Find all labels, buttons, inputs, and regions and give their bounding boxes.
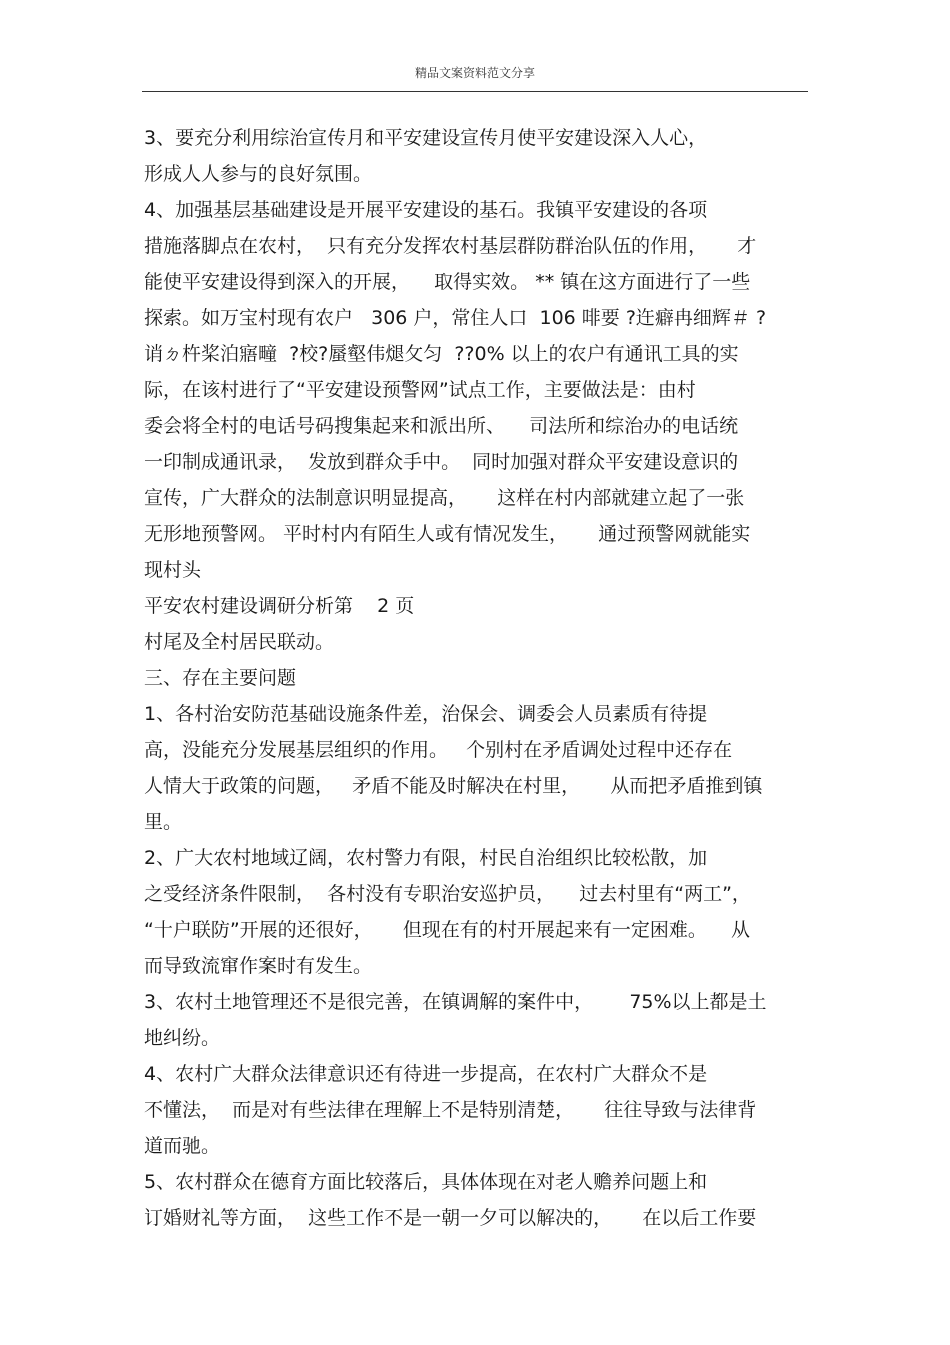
text-line: 村尾及全村居民联动。 bbox=[144, 631, 335, 653]
text-line: 订婚财礼等方面， 这些工作不是一朝一夕可以解决的， 在以后工作要 bbox=[144, 1207, 757, 1229]
text-line: 不懂法， 而是对有些法律在理解上不是特别清楚， 往往导致与法律背 bbox=[144, 1099, 757, 1121]
header-divider bbox=[142, 91, 808, 92]
text-line: 无形地预警网。 平时村内有陌生人或有情况发生， 通过预警网就能实 bbox=[144, 523, 751, 545]
text-line: “十户联防”开展的还很好， 但现在有的村开展起来有一定困难。 从 bbox=[144, 919, 751, 941]
text-line: 1、各村治安防范基础设施条件差，治保会、调委会人员素质有待提 bbox=[144, 703, 708, 725]
text-line: 探索。如万宝村现有农户 306 户，常住人口 106 啡要 ?迕癖冉细辉＃ ? bbox=[144, 307, 767, 329]
text-line: 3、要充分利用综治宣传月和平安建设宣传月使平安建设深入人心， bbox=[144, 127, 708, 149]
section-heading: 三、存在主要问题 bbox=[144, 667, 297, 689]
text-line: 4、加强基层基础建设是开展平安建设的基石。我镇平安建设的各项 bbox=[144, 199, 708, 221]
text-line: 之受经济条件限制， 各村没有专职治安巡护员， 过去村里有“两工”， bbox=[144, 883, 751, 905]
text-line: 能使平安建设得到深入的开展， 取得实效。 ** 镇在这方面进行了一些 bbox=[144, 271, 751, 293]
text-line: 人情大于政策的问题， 矛盾不能及时解决在村里， 从而把矛盾推到镇 bbox=[144, 775, 763, 797]
text-line: 措施落脚点在农村， 只有充分发挥农村基层群防群治队伍的作用， 才 bbox=[144, 235, 757, 257]
text-line: 现村头 bbox=[144, 559, 202, 581]
text-line: 一印制成通讯录， 发放到群众手中。 同时加强对群众平安建设意识的 bbox=[144, 451, 739, 473]
document-body bbox=[144, 120, 814, 1236]
text-line: 形成人人参与的良好氛围。 bbox=[144, 163, 373, 185]
text-line: 2、广大农村地域辽阔，农村警力有限，村民自治组织比较松散，加 bbox=[144, 847, 708, 869]
page-header: 精品文案资料范文分享 bbox=[414, 66, 535, 80]
text-line: 委会将全村的电话号码搜集起来和派出所、 司法所和综治办的电话统 bbox=[144, 415, 739, 437]
text-line: 诮ㄉ杵桨泊寤疃 ?校?蜃壑伟煺攵匀 ??0% 以上的农户有通讯工具的实 bbox=[144, 343, 739, 365]
text-line: 地纠纷。 bbox=[144, 1027, 221, 1049]
text-line: 高，没能充分发展基层组织的作用。 个别村在矛盾调处过程中还存在 bbox=[144, 739, 733, 761]
text-line: 际，在该村进行了“平安建设预警网”试点工作，主要做法是：由村 bbox=[144, 379, 696, 401]
text-line: 4、农村广大群众法律意识还有待进一步提高，在农村广大群众不是 bbox=[144, 1063, 708, 1085]
text-line: 3、农村土地管理还不是很完善，在镇调解的案件中， 75%以上都是土 bbox=[144, 991, 767, 1013]
text-line: 道而驰。 bbox=[144, 1135, 221, 1157]
text-line: 里。 bbox=[144, 811, 183, 833]
text-line: 宣传，广大群众的法制意识明显提高， 这样在村内部就建立起了一张 bbox=[144, 487, 745, 509]
text-line: 而导致流窜作案时有发生。 bbox=[144, 955, 373, 977]
page-footer-line: 平安农村建设调研分析第 2 页 bbox=[144, 595, 415, 617]
text-line: 5、农村群众在德育方面比较落后，具体体现在对老人赡养问题上和 bbox=[144, 1171, 708, 1193]
